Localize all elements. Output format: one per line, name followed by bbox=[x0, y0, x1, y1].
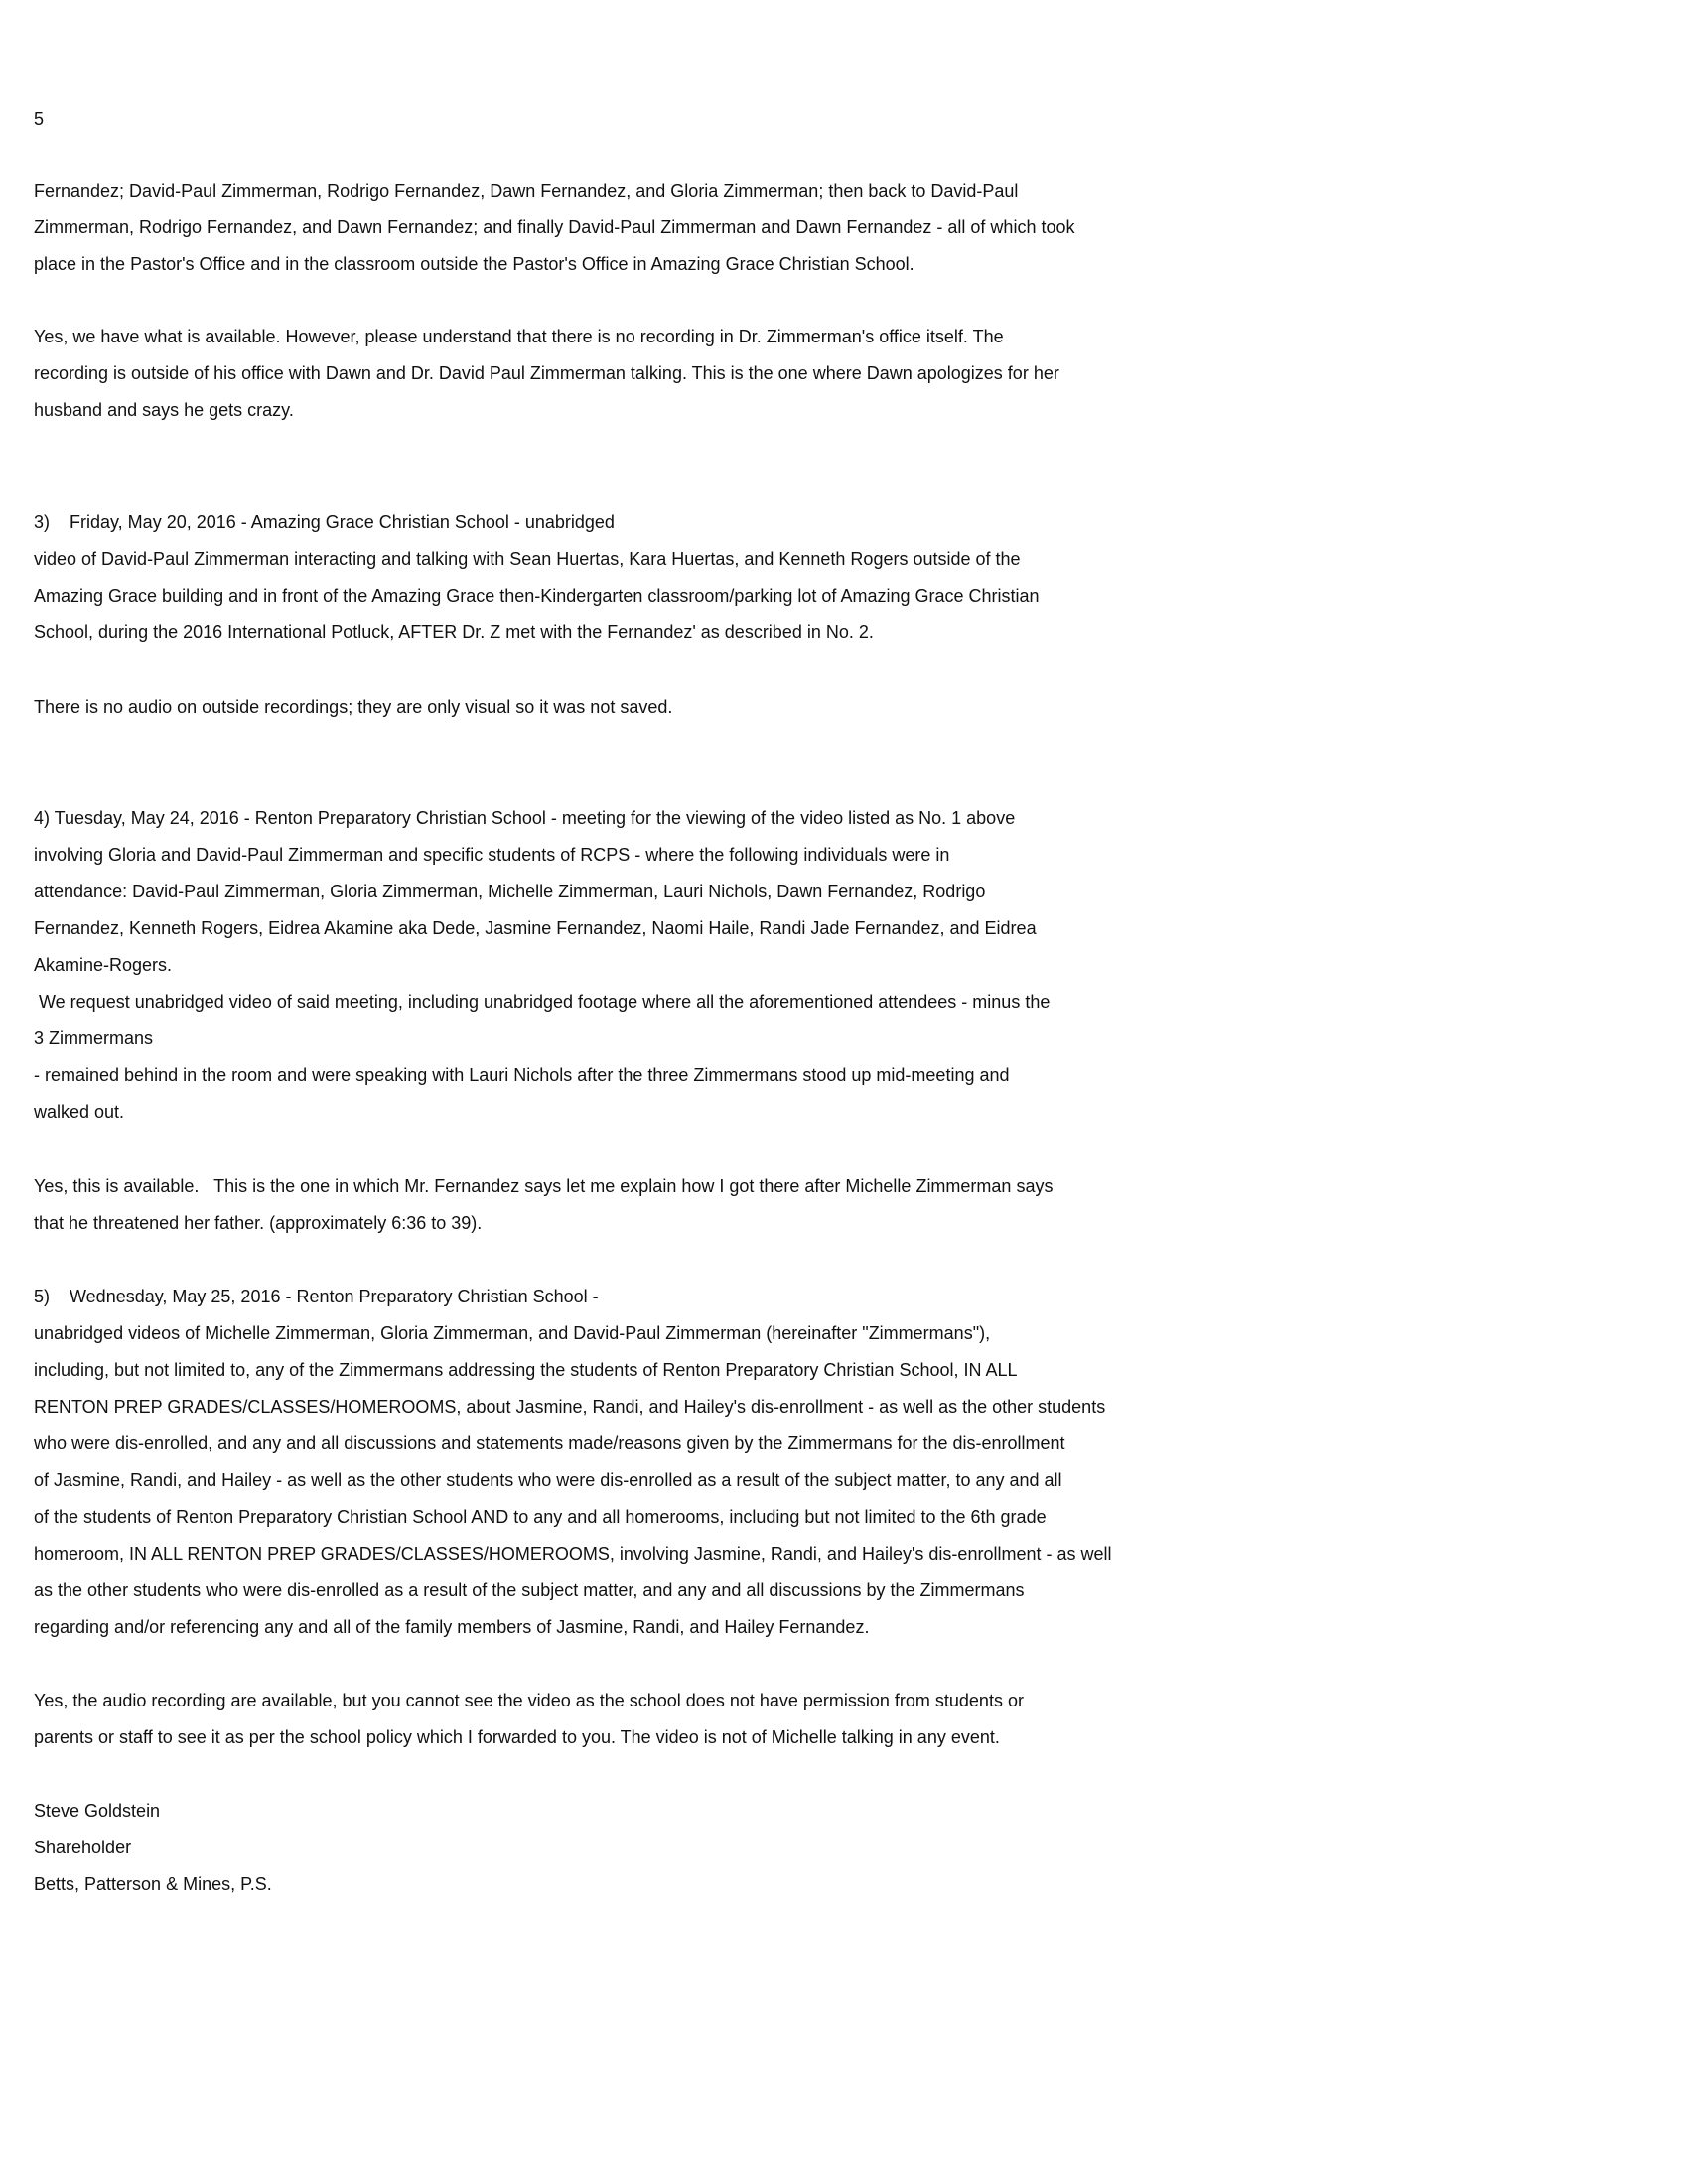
text-line: School, during the 2016 International Potluck, AFTER Dr. Z met with the Fernandez' as described in No. 2. bbox=[34, 622, 874, 642]
page-number bbox=[34, 101, 1662, 138]
text-line: involving Gloria and David-Paul Zimmerman and specific students of RCPS - where the following individuals were in bbox=[34, 845, 950, 865]
page-number-text: 5 bbox=[34, 109, 45, 129]
text-line: recording is outside of his office with Dawn and Dr. David Paul Zimmerman talking. This is the one where Dawn apologizes for her bbox=[34, 363, 1059, 383]
text-line: Fernandez, Kenneth Rogers, Eidrea Akamine aka Dede, Jasmine Fernandez, Naomi Haile, Randi Jade Fernandez, and Eidrea bbox=[34, 918, 1037, 938]
text-line: of Jasmine, Randi, and Hailey - as well as the other students who were dis-enrolled as a result of the subject matter, to any and all bbox=[34, 1470, 1062, 1490]
text-line: - remained behind in the room and were speaking with Lauri Nichols after the three Zimmermans stood up mid-meeting and bbox=[34, 1065, 1010, 1085]
text-line: attendance: David-Paul Zimmerman, Gloria Zimmerman, Michelle Zimmerman, Lauri Nichols, Dawn Fernandez, Rodrigo bbox=[34, 882, 986, 901]
paragraph-response-office-recording bbox=[34, 319, 1662, 429]
text-line: Yes, this is available. This is the one in which Mr. Fernandez says let me explain how I got there after Michelle Zimmerman says bbox=[34, 1176, 1054, 1196]
text-line: parents or staff to see it as per the school policy which I forwarded to you. The video is not of Michelle talking in any event. bbox=[34, 1727, 1000, 1747]
response-item-3 bbox=[34, 689, 1662, 726]
text-line: that he threatened her father. (approximately 6:36 to 39). bbox=[34, 1213, 483, 1233]
text-line: 3) Friday, May 20, 2016 - Amazing Grace Christian School - unabridged bbox=[34, 512, 615, 532]
text-line: place in the Pastor's Office and in the classroom outside the Pastor's Office in Amazing Grace Christian School. bbox=[34, 254, 914, 274]
response-item-5 bbox=[34, 1683, 1662, 1756]
text-line: There is no audio on outside recordings; they are only visual so it was not saved. bbox=[34, 697, 673, 717]
paragraph-meeting-participants bbox=[34, 173, 1662, 283]
text-line: including, but not limited to, any of the Zimmermans addressing the students of Renton Preparatory Christian School, IN ALL bbox=[34, 1360, 1018, 1380]
signature-name: Steve Goldstein bbox=[34, 1801, 161, 1821]
text-line: 3 Zimmermans bbox=[34, 1028, 154, 1048]
text-line: Akamine-Rogers. bbox=[34, 955, 173, 975]
signature-block bbox=[34, 1793, 1662, 1903]
text-line: walked out. bbox=[34, 1102, 125, 1122]
text-line: Yes, we have what is available. However, please understand that there is no recording in Dr. Zimmerman's office itself. The bbox=[34, 327, 1004, 346]
text-line: Zimmerman, Rodrigo Fernandez, and Dawn Fernandez; and finally David-Paul Zimmerman and Dawn Fernandez - all of which took bbox=[34, 217, 1075, 237]
text-line: of the students of Renton Preparatory Christian School AND to any and all homerooms, including but not limited to the 6th grade bbox=[34, 1507, 1047, 1527]
text-line: We request unabridged video of said meeting, including unabridged footage where all the aforementioned attendees - minus the bbox=[34, 992, 1051, 1012]
response-item-4 bbox=[34, 1168, 1662, 1242]
text-line: husband and says he gets crazy. bbox=[34, 400, 294, 420]
text-line: regarding and/or referencing any and all of the family members of Jasmine, Randi, and Hailey Fernandez. bbox=[34, 1617, 870, 1637]
text-line: Yes, the audio recording are available, but you cannot see the video as the school does not have permission from students or bbox=[34, 1691, 1024, 1710]
text-line: unabridged videos of Michelle Zimmerman, Gloria Zimmerman, and David-Paul Zimmerman (hereinafter "Zimmermans"), bbox=[34, 1323, 991, 1343]
request-item-4 bbox=[34, 800, 1662, 1131]
text-line: as the other students who were dis-enrolled as a result of the subject matter, and any and all discussions by the Zimmermans bbox=[34, 1580, 1025, 1600]
document-page bbox=[34, 0, 1662, 2184]
text-line: who were dis-enrolled, and any and all discussions and statements made/reasons given by the Zimmermans for the dis-enrollment bbox=[34, 1433, 1065, 1453]
request-item-3 bbox=[34, 504, 1662, 651]
signature-firm: Betts, Patterson & Mines, P.S. bbox=[34, 1874, 272, 1894]
request-item-5 bbox=[34, 1279, 1662, 1646]
text-line: video of David-Paul Zimmerman interacting and talking with Sean Huertas, Kara Huertas, and Kenneth Rogers outside of the bbox=[34, 549, 1021, 569]
text-line: Amazing Grace building and in front of the Amazing Grace then-Kindergarten classroom/parking lot of Amazing Grace Christian bbox=[34, 586, 1040, 606]
text-line: 5) Wednesday, May 25, 2016 - Renton Preparatory Christian School - bbox=[34, 1287, 599, 1306]
text-line: Fernandez; David-Paul Zimmerman, Rodrigo Fernandez, Dawn Fernandez, and Gloria Zimmerman; then back to David-Paul bbox=[34, 181, 1019, 201]
text-line: RENTON PREP GRADES/CLASSES/HOMEROOMS, about Jasmine, Randi, and Hailey's dis-enrollment - as well as the other students bbox=[34, 1397, 1106, 1417]
text-line: homeroom, IN ALL RENTON PREP GRADES/CLASSES/HOMEROOMS, involving Jasmine, Randi, and Hailey's dis-enrollment - as well bbox=[34, 1544, 1112, 1564]
signature-title: Shareholder bbox=[34, 1838, 132, 1857]
text-line: 4) Tuesday, May 24, 2016 - Renton Preparatory Christian School - meeting for the viewing of the video listed as No. 1 above bbox=[34, 808, 1016, 828]
